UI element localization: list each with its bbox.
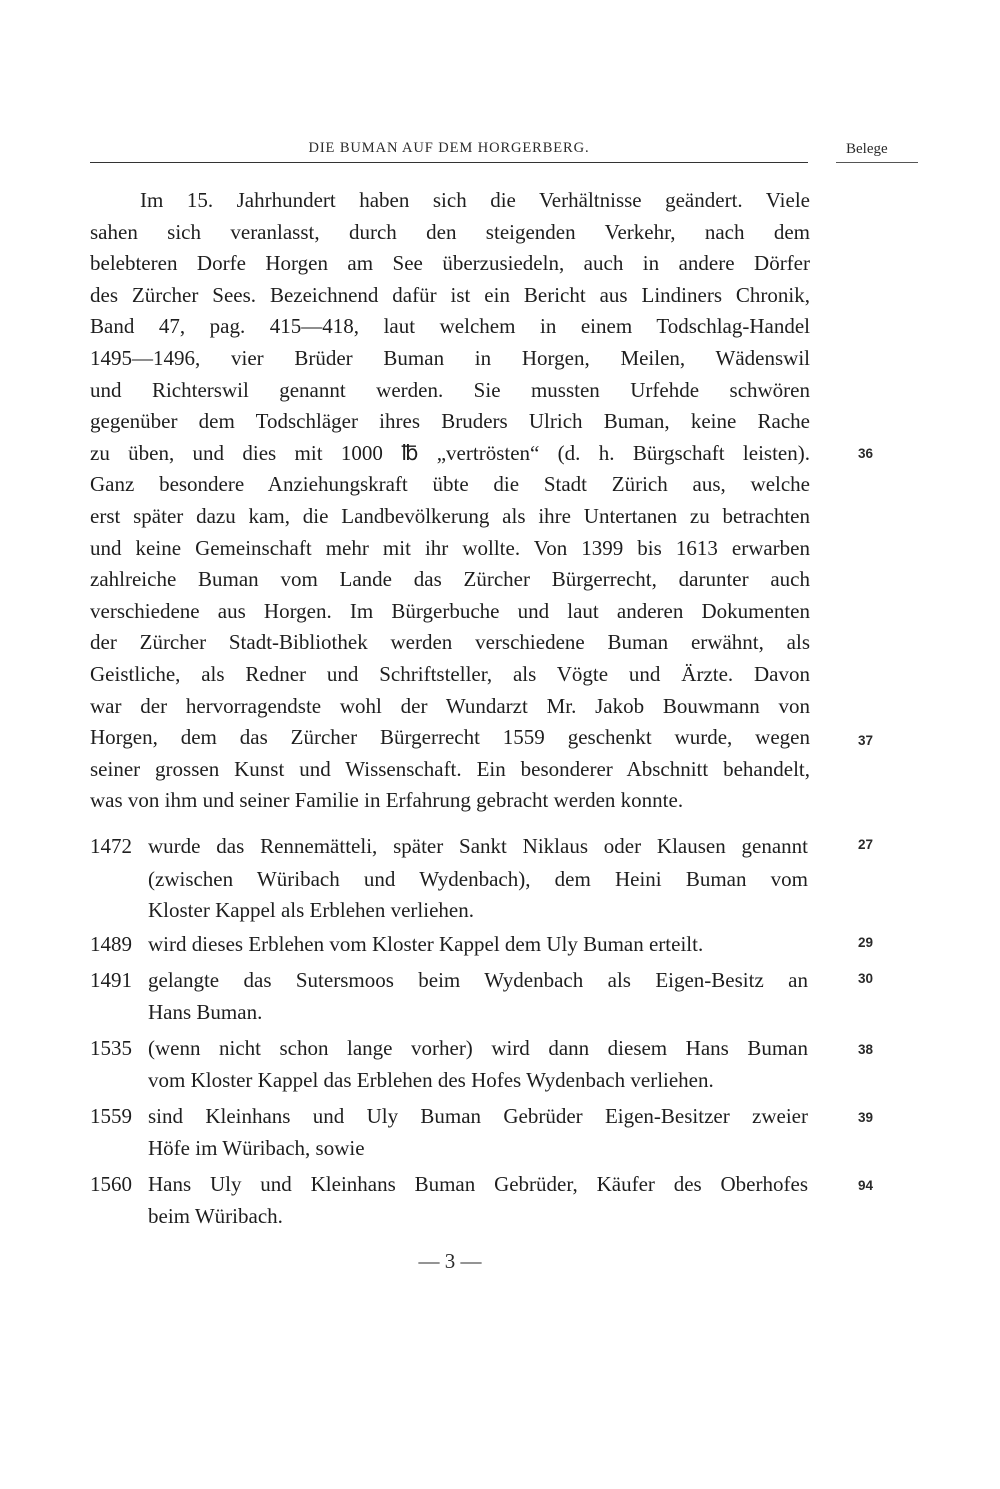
- entry-year: 1491: [90, 968, 132, 992]
- margin-reference: 29: [858, 935, 874, 950]
- entry-text-line: beim Würibach.: [148, 1204, 283, 1228]
- margin-reference: 94: [858, 1178, 874, 1193]
- text-line: Im 15. Jahrhundert haben sich die Verhältnisse geändert. Viele: [140, 188, 810, 212]
- entry-year: 1535: [90, 1036, 132, 1060]
- text-line: und Richterswil genannt werden. Sie mussten Urfehde schwören: [90, 378, 810, 402]
- text-line: des Zürcher Sees. Bezeichnend dafür ist ein Bericht aus Lindiners Chronik,: [90, 283, 810, 307]
- entry-year: 1560: [90, 1172, 132, 1196]
- text-line: zu üben, und dies mit 1000 ℔ „vertrösten“ (d. h. Bürgschaft leisten).: [90, 441, 810, 465]
- header-rule: [90, 162, 808, 163]
- entry-text-line: Hans Uly und Kleinhans Buman Gebrüder, Käufer des Oberhofes: [148, 1172, 808, 1196]
- margin-reference: 27: [858, 837, 874, 852]
- text-line: der Zürcher Stadt-Bibliothek werden verschiedene Buman erwähnt, als: [90, 630, 810, 654]
- text-line: Ganz besondere Anziehungskraft übte die Stadt Zürich aus, welche: [90, 472, 810, 496]
- text-line: Geistliche, als Redner und Schriftsteller, als Vögte und Ärzte. Davon: [90, 662, 810, 686]
- entry-text-line: gelangte das Sutersmoos beim Wydenbach als Eigen-Besitz an: [148, 968, 808, 992]
- text-line: belebteren Dorfe Horgen am See überzusiedeln, auch in andere Dörfer: [90, 251, 810, 275]
- running-title: DIE BUMAN AUF DEM HORGERBERG.: [308, 140, 590, 156]
- text-line: was von ihm und seiner Familie in Erfahrung gebracht werden konnte.: [90, 788, 684, 812]
- text-line: verschiedene aus Horgen. Im Bürgerbuche und laut anderen Dokumenten: [90, 599, 810, 623]
- entry-year: 1559: [90, 1104, 132, 1128]
- margin-reference: 38: [858, 1042, 874, 1057]
- margin-label-belege: Belege: [846, 141, 888, 157]
- entry-text-line: vom Kloster Kappel das Erblehen des Hofes Wydenbach verliehen.: [148, 1068, 714, 1092]
- margin-reference: 37: [858, 733, 874, 748]
- entry-text-line: Kloster Kappel als Erblehen verliehen.: [148, 898, 474, 922]
- text-line: war der hervorragendste wohl der Wundarzt Mr. Jakob Bouwmann von: [90, 694, 810, 718]
- margin-reference: 39: [858, 1110, 874, 1125]
- entry-text-line: Hans Buman.: [148, 1000, 263, 1024]
- entry-year: 1489: [90, 932, 132, 956]
- text-line: Horgen, dem das Zürcher Bürgerrecht 1559 geschenkt wurde, wegen: [90, 725, 810, 749]
- text-line: Band 47, pag. 415—418, laut welchem in einem Todschlag-Handel: [90, 314, 810, 338]
- text-line: und keine Gemeinschaft mehr mit ihr wollte. Von 1399 bis 1613 erwarben: [90, 536, 810, 560]
- entry-year: 1472: [90, 834, 132, 858]
- entry-text-line: (zwischen Würibach und Wydenbach), dem Heini Buman vom: [148, 867, 808, 891]
- text-line: seiner grossen Kunst und Wissenschaft. Ein besonderer Abschnitt behandelt,: [90, 757, 810, 781]
- entry-text-line: wurde das Rennemätteli, später Sankt Niklaus oder Klausen genannt: [148, 834, 808, 858]
- text-line: sahen sich veranlasst, durch den steigenden Verkehr, nach dem: [90, 220, 810, 244]
- text-line: 1495—1496, vier Brüder Buman in Horgen, Meilen, Wädenswil: [90, 346, 810, 370]
- entry-text-line: sind Kleinhans und Uly Buman Gebrüder Eigen-Besitzer zweier: [148, 1104, 808, 1128]
- entry-text-line: Höfe im Würibach, sowie: [148, 1136, 365, 1160]
- page-number: — 3 —: [418, 1249, 482, 1273]
- entry-text-line: wird dieses Erblehen vom Kloster Kappel dem Uly Buman erteilt.: [148, 932, 704, 956]
- margin-rule: [836, 162, 918, 163]
- text-line: erst später dazu kam, die Landbevölkerung als ihre Untertanen zu betrachten: [90, 504, 810, 528]
- text-line: gegenüber dem Todschläger ihres Bruders Ulrich Buman, keine Rache: [90, 409, 810, 433]
- margin-reference: 36: [858, 446, 874, 461]
- margin-reference: 30: [858, 971, 874, 986]
- text-line: zahlreiche Buman vom Lande das Zürcher Bürgerrecht, darunter auch: [90, 567, 810, 591]
- entry-text-line: (wenn nicht schon lange vorher) wird dann diesem Hans Buman: [148, 1036, 808, 1060]
